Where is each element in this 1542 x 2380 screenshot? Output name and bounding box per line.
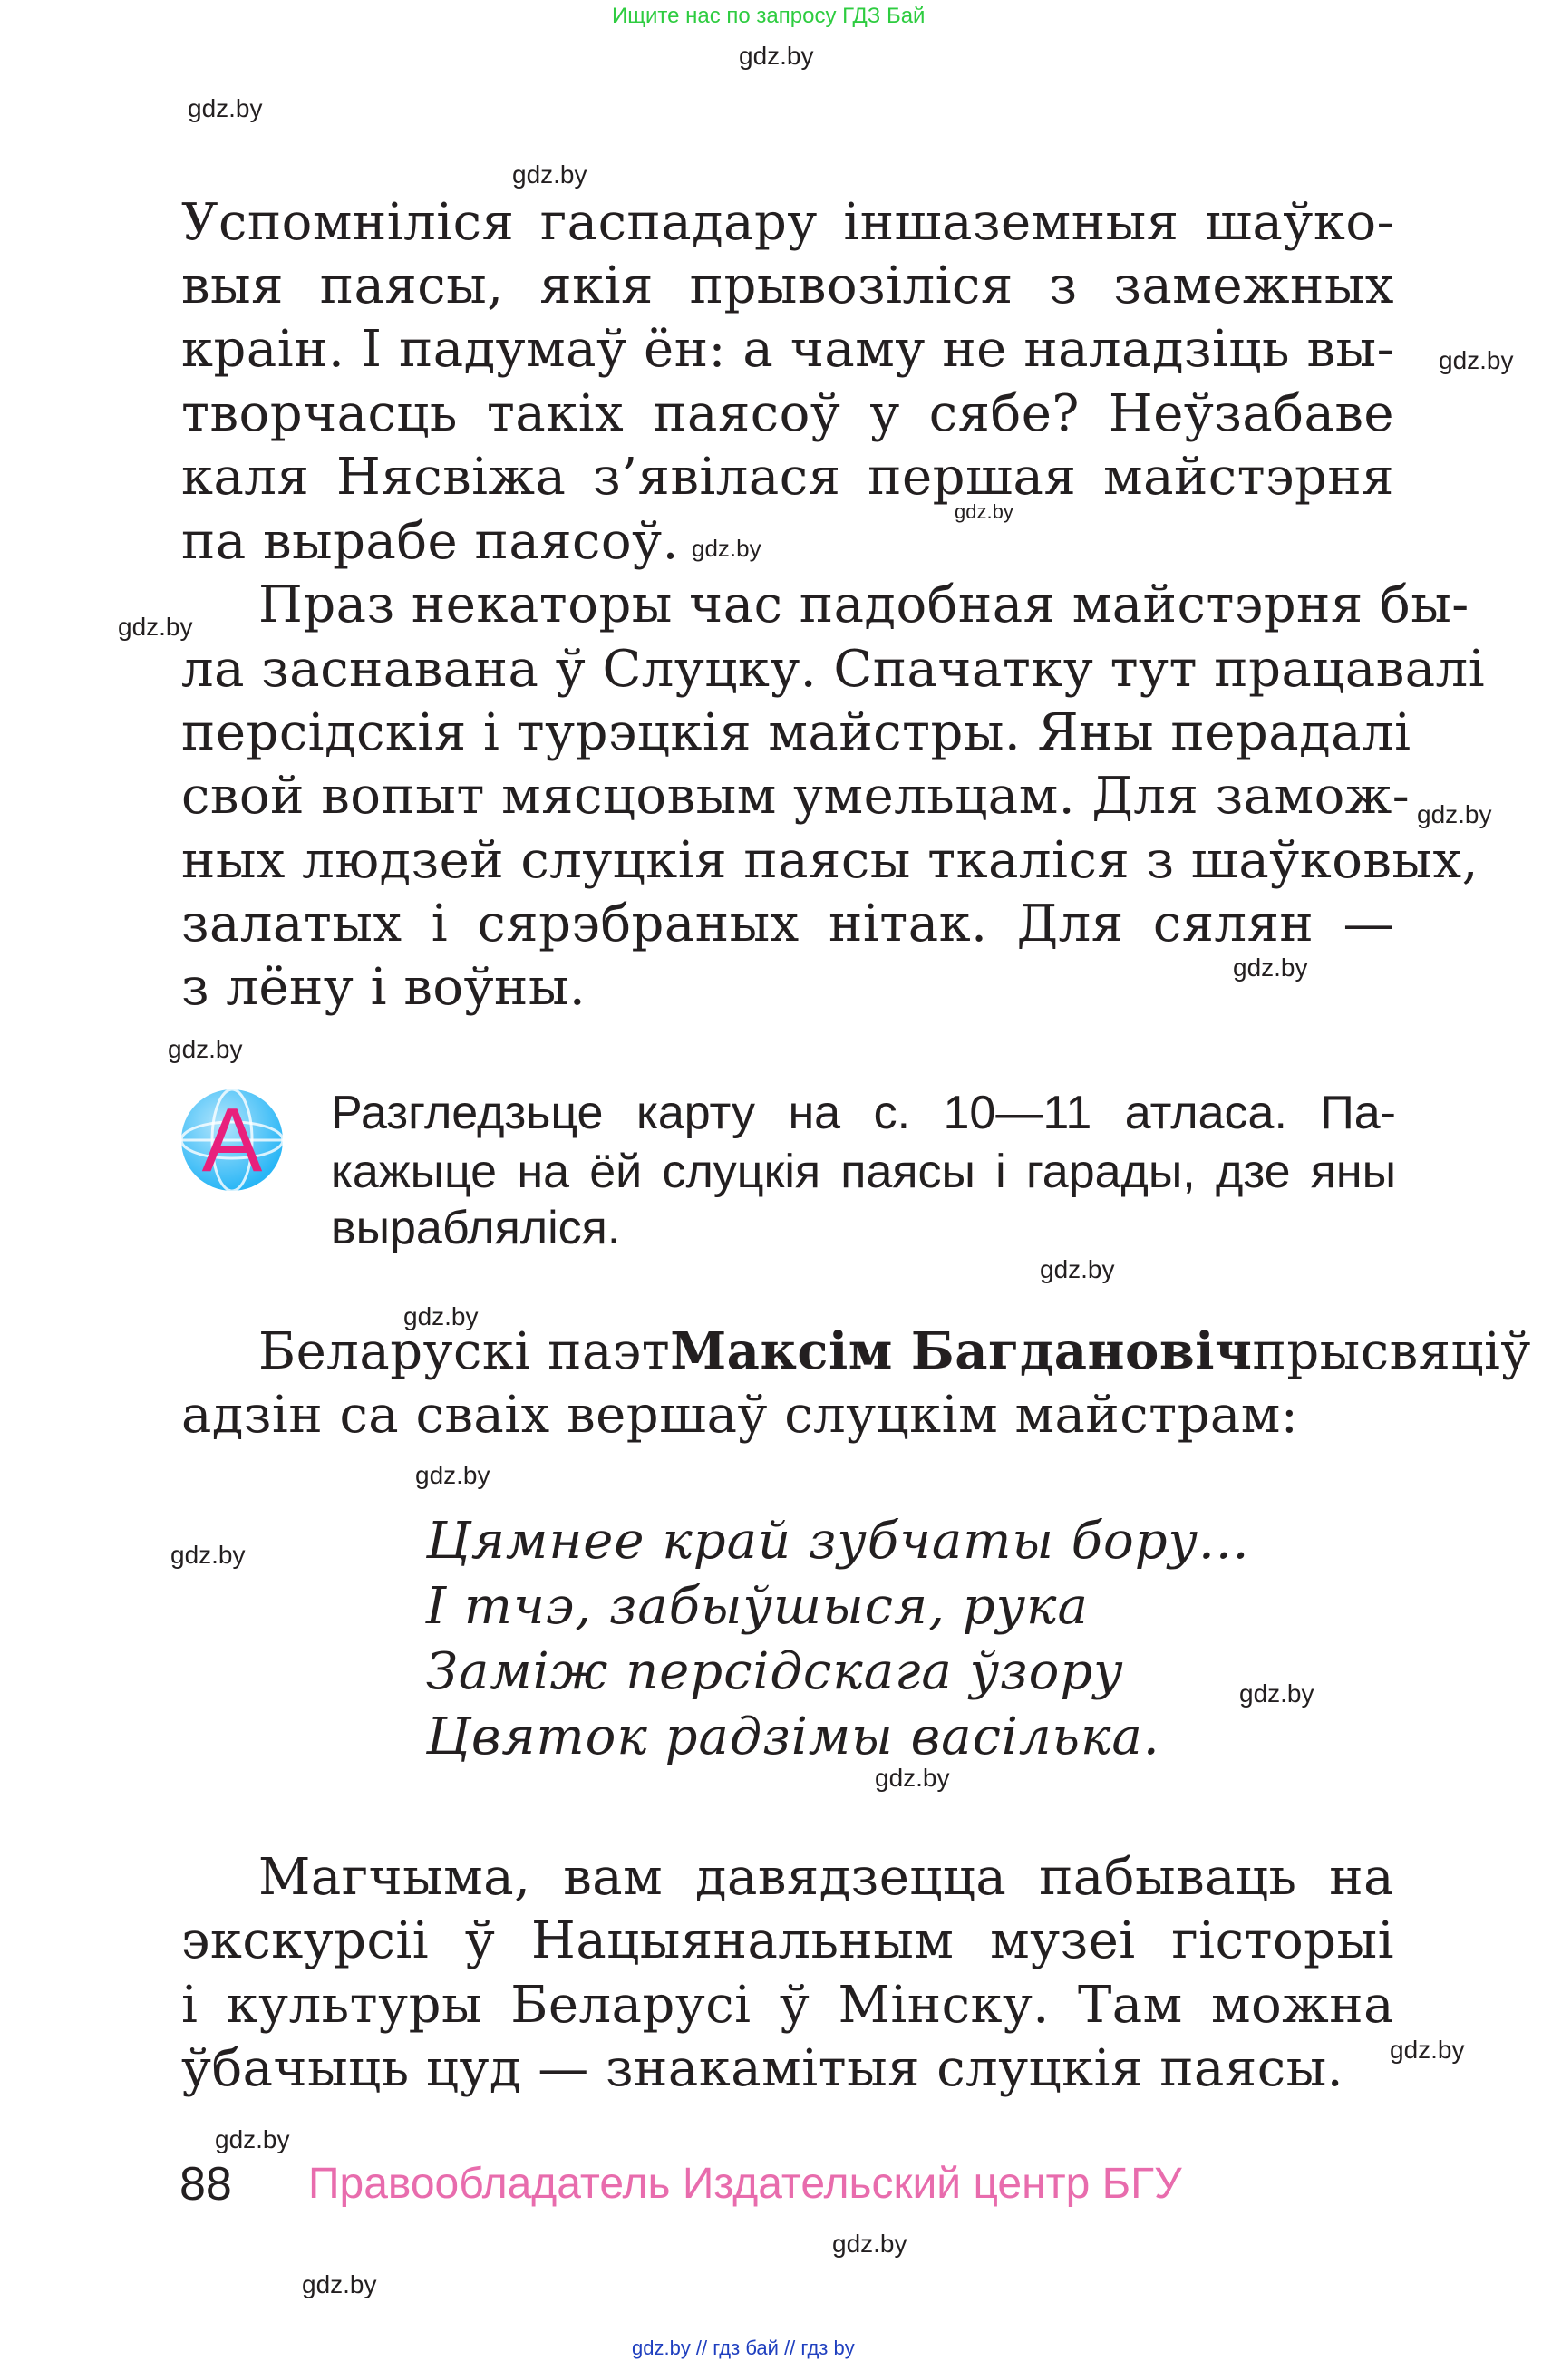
watermark: gdz.by: [739, 42, 814, 70]
copyright-notice: Правообладатель Издательский центр БГУ: [308, 2160, 1182, 2208]
text-line: [258, 1320, 1531, 1384]
task-line: выраблялiся.: [331, 1202, 621, 1254]
text-line: залатых і сярэбраных нітак. Для сялян —: [181, 895, 1394, 953]
watermark: gdz.by: [403, 1302, 479, 1330]
text-line: ўбачыць цуд — знакамітыя слуцкія паясы.: [181, 2039, 1343, 2098]
text-line: з лёну і воўны.: [181, 958, 587, 1017]
watermark: gdz.by: [1239, 1679, 1314, 1708]
text-line: Успомніліся гаспадару іншаземныя шаўко-: [181, 193, 1394, 252]
text-line: творчасць такіх паясоў у сябе? Неўзабаве: [181, 384, 1394, 443]
text-line: ла заснавана ў Слуцку. Спачатку тут працавалі: [181, 640, 1486, 699]
top-banner[interactable]: Ищите нас по запросу ГДЗ Бай: [612, 4, 926, 28]
text-fragment: Беларускі паэт: [258, 1322, 671, 1381]
poem-line: Заміж персідскага ўзору: [426, 1642, 1124, 1701]
poem-line: І тчэ, забыўшыся, рука: [426, 1577, 1089, 1636]
text-line: Праз некаторы час падобная майстэрня бы-: [258, 576, 1469, 634]
poem-line: Цямнее край зубчаты бору...: [426, 1512, 1250, 1571]
watermark: gdz.by: [1390, 2036, 1465, 2064]
text-line: экскурсіі ў Нацыянальным музеі гісторыі: [181, 1911, 1394, 1970]
bottom-links[interactable]: gdz.by // гдз бай // гдз by: [632, 2336, 855, 2359]
watermark: gdz.by: [215, 2125, 290, 2153]
task-line: Разгледзьце карту на с. 10—11 атласа. Па-: [331, 1087, 1396, 1139]
watermark: gdz.by: [955, 500, 1013, 523]
watermark: gdz.by: [188, 94, 263, 122]
text-line: краін. І падумаў ён: а чаму не наладзіць вы-: [181, 320, 1394, 379]
watermark: gdz.by: [170, 1541, 246, 1569]
watermark: gdz.by: [1040, 1255, 1115, 1283]
text-line: адзін са сваіх вершаў слуцкім майстрам:: [181, 1386, 1299, 1445]
text-fragment: прысвяціў: [1252, 1322, 1531, 1381]
text-line: персідскія і турэцкія майстры. Яны перадалі: [181, 703, 1411, 762]
text-line: па вырабе паясоў.: [181, 512, 679, 571]
text-line: і культуры Беларусі ў Мінску. Там можна: [181, 1976, 1394, 2035]
text-line: выя паясы, якія прывозіліся з замежных: [181, 256, 1394, 315]
task-line: кажыце на ёй слуцкія паясы і гарады, дзе яны: [331, 1146, 1396, 1198]
watermark: gdz.by: [1417, 800, 1492, 828]
text-line: свой вопыт мясцовым умельцам. Для замож-: [181, 767, 1411, 826]
text-line: каля Нясвіжа з’явілася першая майстэрня: [181, 448, 1394, 507]
watermark: gdz.by: [118, 613, 193, 641]
page-number: 88: [179, 2158, 232, 2211]
poet-name: Максім Багдановіч: [670, 1321, 1253, 1381]
watermark: gdz.by: [1233, 953, 1308, 982]
watermark: gdz.by: [415, 1461, 490, 1489]
text-line: Магчыма, вам давядзецца пабываць на: [258, 1848, 1394, 1907]
watermark: gdz.by: [302, 2270, 377, 2298]
icon-letter: А: [201, 1089, 263, 1191]
watermark: gdz.by: [832, 2230, 907, 2258]
poem-line: Цвяток радзімы васілька.: [426, 1708, 1160, 1766]
watermark: gdz.by: [1439, 346, 1514, 374]
globe-letter-a-icon: [179, 1088, 285, 1193]
text-line: ных людзей слуцкія паясы ткаліся з шаўковых,: [181, 831, 1479, 890]
watermark: gdz.by: [692, 535, 761, 562]
watermark: gdz.by: [512, 160, 587, 189]
watermark: gdz.by: [875, 1764, 950, 1792]
watermark: gdz.by: [168, 1035, 243, 1063]
